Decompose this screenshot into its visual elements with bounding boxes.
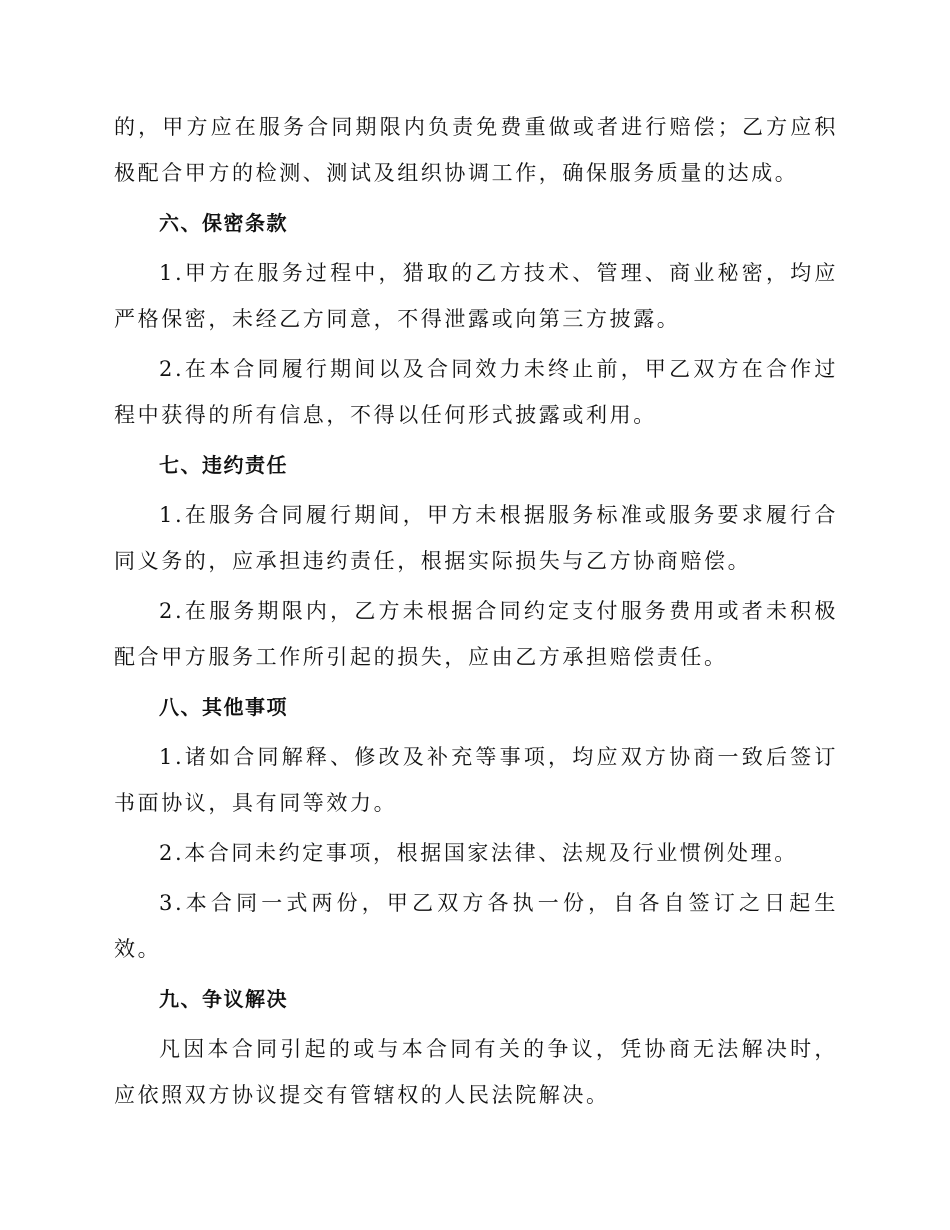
dispute-resolution-clause: 凡因本合同引起的或与本合同有关的争议，凭协商无法解决时，应依照双方协议提交有管辖权的人民法院解决。 — [114, 1037, 838, 1107]
section-heading-confidentiality: 六、保密条款 — [159, 211, 288, 235]
section-heading-other-matters: 八、其他事项 — [159, 695, 288, 719]
other-matters-clause-2: 2.本合同未约定事项，根据国家法律、法规及行业惯例处理。 — [159, 841, 798, 865]
liability-clause-2: 2.在服务期限内，乙方未根据合同约定支付服务费用或者未积极配合甲方服务工作所引起的损失，应由乙方承担赔偿责任。 — [114, 599, 838, 669]
confidentiality-clause-1: 1.甲方在服务过程中，猎取的乙方技术、管理、商业秘密，均应严格保密，未经乙方同意，不得泄露或向第三方披露。 — [114, 261, 838, 331]
other-matters-clause-1: 1.诸如合同解释、修改及补充等事项，均应双方协商一致后签订书面协议，具有同等效力。 — [114, 745, 838, 815]
other-matters-clause-3: 3.本合同一式两份，甲乙双方各执一份，自各自签订之日起生效。 — [114, 891, 838, 961]
section-heading-liability: 七、违约责任 — [159, 453, 288, 477]
liability-clause-1: 1.在服务合同履行期间，甲方未根据服务标准或服务要求履行合同义务的，应承担违约责任，根据实际损失与乙方协商赔偿。 — [114, 503, 838, 573]
document-body — [114, 104, 838, 1122]
section-heading-dispute-resolution: 九、争议解决 — [159, 987, 288, 1011]
intro-paragraph: 的，甲方应在服务合同期限内负责免费重做或者进行赔偿；乙方应积极配合甲方的检测、测试及组织协调工作，确保服务质量的达成。 — [114, 115, 838, 185]
confidentiality-clause-2: 2.在本合同履行期间以及合同效力未终止前，甲乙双方在合作过程中获得的所有信息，不得以任何形式披露或利用。 — [114, 357, 838, 427]
